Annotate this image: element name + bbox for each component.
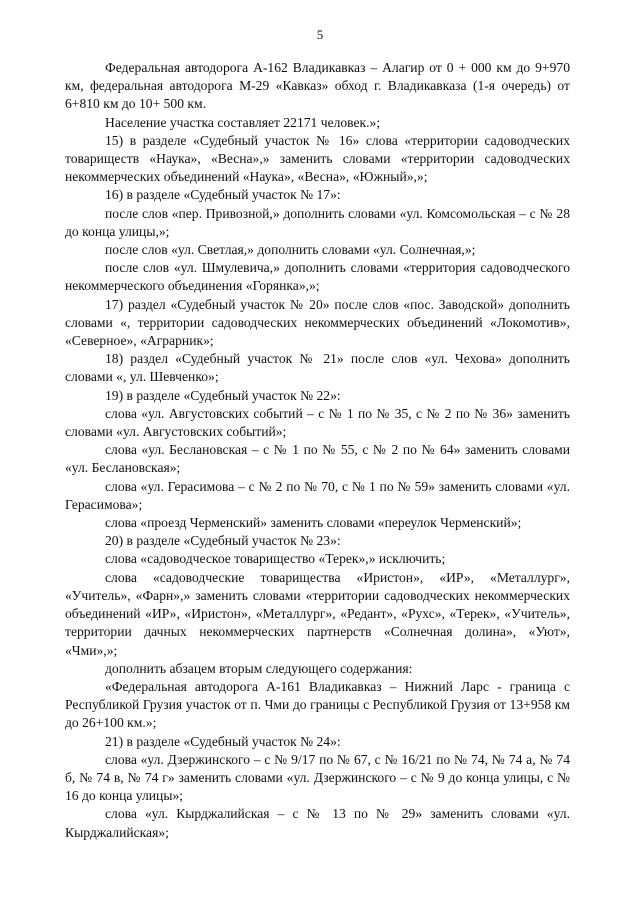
paragraph: 19) в разделе «Судебный участок № 22»:	[105, 387, 341, 403]
document-body	[65, 59, 570, 842]
paragraph: после слов «ул. Светлая,» дополнить словами «ул. Солнечная,»;	[105, 242, 476, 258]
paragraph: дополнить абзацем вторым следующего содержания:	[105, 660, 413, 676]
paragraph: «Федеральная автодорога А-161 Владикавказ – Нижний Ларс - граница с Республикой Грузия участок от п. Чми до границы с Республикой Грузия от 13+958 км до 26+100 км.»;	[65, 678, 570, 731]
paragraph: 16) в разделе «Судебный участок № 17»:	[105, 187, 341, 203]
paragraph: слова «ул. Дзержинского – с № 9/17 по № 67, с № 16/21 по № 74, № 74 а, № 74 б, № 74 в, № 74 г» заменить словами «ул. Дзержинского – с № 9 до конца улицы, с № 16 до конца улицы»;	[65, 751, 570, 804]
paragraph: 21) в разделе «Судебный участок № 24»:	[105, 733, 341, 749]
paragraph: слова «проезд Черменский» заменить словами «переулок Черменский»;	[105, 515, 522, 531]
paragraph: Население участка составляет 22171 человек.»;	[105, 114, 381, 130]
paragraph: 15) в разделе «Судебный участок № 16» слова «территории садоводческих товариществ «Наука», «Весна»,» заменить словами «территории садоводческих некоммерческих объединений «Наука», «Весна», «Южный»,»;	[65, 132, 570, 185]
paragraph: после слов «ул. Шмулевича,» дополнить словами «территория садоводческого некоммерческого объединения «Горянка»,»;	[65, 260, 570, 294]
page-number: 5	[316, 27, 324, 42]
paragraph: слова «ул. Беслановская – с № 1 по № 55, с № 2 по № 64» заменить словами «ул. Беслановская»;	[65, 442, 570, 476]
paragraph: Федеральная автодорога А-162 Владикавказ – Алагир от 0 + 000 км до 9+970 км, федеральная автодорога М-29 «Кавказ» обход г. Владикавказа (1-я очередь) от 6+810 км до 10+ 500 км.	[65, 60, 570, 112]
paragraph: слова «ул. Герасимова – с № 2 по № 70, с № 1 по № 59» заменить словами «ул. Герасимова»;	[65, 478, 570, 512]
paragraph: 17) раздел «Судебный участок № 20» после слов «пос. Заводской» дополнить словами «, территории садоводческих некоммерческих объединений «Локомотив», «Северное», «Аграрник»;	[65, 296, 570, 349]
paragraph: после слов «пер. Привозной,» дополнить словами «ул. Комсомольская – с № 28 до конца улицы,»;	[65, 205, 570, 239]
paragraph: слова «садоводческое товарищество «Терек»,» исключить;	[105, 551, 446, 567]
paragraph: слова «ул. Августовских событий – с № 1 по № 35, с № 2 по № 36» заменить словами «ул. Августовских событий»;	[65, 405, 570, 440]
paragraph: слова «ул. Кырджалийская – с № 13 по № 29» заменить словами «ул. Кырджалийская»;	[65, 806, 570, 840]
paragraph: 18) раздел «Судебный участок № 21» после слов «ул. Чехова» дополнить словами «, ул. Шевченко»;	[65, 351, 570, 385]
paragraph: 20) в разделе «Судебный участок № 23»:	[105, 533, 341, 549]
paragraph: слова «садоводческие товарищества «Иристон», «ИР», «Металлург», «Учитель», «Фарн»,» заменить словами «территории садоводческих некоммерческих объединений «ИР», «Иристон», «Металлург», «Редант», «Рухс», «Терек», «Учитель», территории дачных некоммерческих партнерств «Солнечная долина», «Уют», «Чми»,»;	[65, 569, 570, 658]
